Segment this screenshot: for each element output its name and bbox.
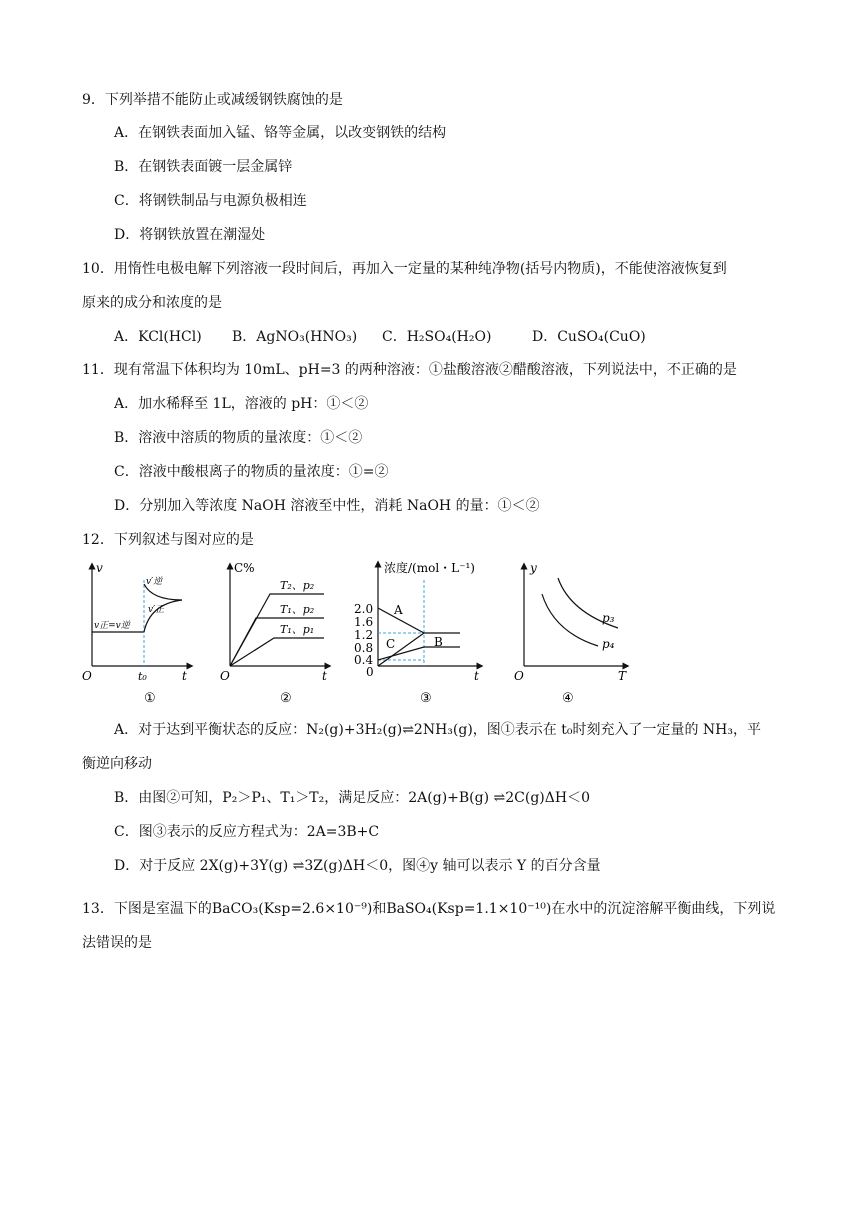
q12-option-d: D．对于反应 2X(g)+3Y(g) ⇌3Z(g)ΔH＜0，图④y 轴可以表示 Y 的百分含量 (114, 858, 601, 874)
q10-option-d: D．CuSO₄(CuO) (532, 329, 646, 345)
q10-stem-line1: 10．用惰性电极电解下列溶液一段时间后，再加入一定量的某种纯净物(括号内物质)，不能使溶液恢复到 (82, 261, 727, 277)
fig3-curve-c: C (386, 637, 396, 651)
fig3-curve-a: A (394, 603, 403, 617)
fig1-caption: ① (144, 691, 156, 706)
fig4-p4: p₄ (602, 637, 615, 651)
q9-option-a: A．在钢铁表面加入锰、铬等金属，以改变钢铁的结构 (114, 125, 447, 141)
figure-3 (354, 560, 480, 706)
q10-stem-line2: 原来的成分和浓度的是 (82, 295, 222, 311)
fig3-tick-0-8: 0.8 (354, 641, 374, 655)
q9-option-c: C．将钢铁制品与电源负极相连 (114, 193, 307, 209)
q11-stem: 11．现有常温下体积均为 10mL、pH=3 的两种溶液：①盐酸溶液②醋酸溶液，下列说法中，不正确的是 (82, 362, 737, 378)
fig3-x-label: t (474, 669, 479, 683)
q12-option-c: C．图③表示的反应方程式为：2A=3B+C (114, 824, 380, 840)
q12-figures (82, 556, 642, 706)
fig2-label-3: T₁、p₁ (280, 623, 315, 636)
q13-stem-line1: 13．下图是室温下的BaCO₃(Ksp=2.6×10⁻⁹)和BaSO₄(Ksp=1.1×10⁻¹⁰)在水中的沉淀溶解平衡曲线，下列说 (82, 901, 776, 917)
fig3-tick-1-2: 1.2 (354, 628, 374, 642)
fig1-v-fwd: v′正 (148, 605, 165, 615)
fig2-label-1: T₂、p₂ (280, 579, 315, 592)
fig3-y-label: 浓度/(mol・L⁻¹) (384, 561, 475, 575)
fig4-y-label: y (530, 561, 537, 575)
fig3-origin: 0 (366, 665, 374, 679)
q12-option-b: B．由图②可知，P₂＞P₁、T₁＞T₂，满足反应：2A(g)+B(g) ⇌2C(g)ΔH＜0 (114, 790, 590, 806)
fig3-tick-2-0: 2.0 (354, 602, 374, 616)
fig4-origin: O (514, 669, 524, 683)
fig2-label-2: T₁、p₂ (280, 603, 315, 616)
fig2-origin: O (220, 669, 230, 683)
q11-option-b: B．溶液中溶质的物质的量浓度：①＜② (114, 430, 363, 446)
fig1-t0: t₀ (138, 670, 147, 683)
fig1-origin: O (82, 669, 92, 683)
q12-option-a-line2: 衡逆向移动 (82, 756, 152, 772)
q12-stem: 12．下列叙述与图对应的是 (82, 532, 254, 548)
q9-option-d: D．将钢铁放置在潮湿处 (114, 227, 266, 243)
fig4-caption: ④ (562, 691, 574, 706)
fig3-tick-0-4: 0.4 (354, 653, 374, 667)
fig2-x-label: t (322, 669, 327, 683)
fig3-curve-b: B (434, 635, 443, 649)
q11-option-d: D．分别加入等浓度 NaOH 溶液至中性，消耗 NaOH 的量：①＜② (114, 498, 540, 514)
q11-option-a: A．加水稀释至 1L，溶液的 pH：①＜② (114, 396, 369, 412)
figure-2 (220, 561, 328, 706)
fig1-x-label: t (182, 669, 187, 683)
q9-stem: 9．下列举措不能防止或减缓钢铁腐蚀的是 (82, 92, 343, 108)
q10-option-b: B．AgNO₃(HNO₃) (232, 329, 358, 345)
q13-stem-line2: 法错误的是 (82, 935, 152, 951)
fig1-v-back: v′逆 (146, 577, 163, 587)
q10-option-c: C．H₂SO₄(H₂O) (382, 329, 492, 345)
q11-option-c: C．溶液中酸根离子的物质的量浓度：①=② (114, 464, 389, 480)
q9-option-b: B．在钢铁表面镀一层金属锌 (114, 159, 293, 175)
fig2-y-label: C% (234, 561, 255, 575)
fig1-equilibrium: v正=v逆 (94, 621, 130, 631)
q10-option-a: A．KCl(HCl) (114, 329, 202, 345)
figure-1 (82, 561, 190, 706)
fig3-tick-1-6: 1.6 (354, 615, 374, 629)
fig4-x-label: T (618, 669, 627, 683)
figure-4 (514, 561, 627, 706)
fig3-caption: ③ (420, 691, 432, 706)
q12-option-a-line1: A．对于达到平衡状态的反应：N₂(g)+3H₂(g)⇌2NH₃(g)，图①表示在 t₀时刻充入了一定量的 NH₃，平 (114, 722, 762, 738)
fig1-y-label: v (96, 561, 103, 575)
fig4-p3: p₃ (602, 611, 615, 625)
fig2-caption: ② (280, 691, 292, 706)
